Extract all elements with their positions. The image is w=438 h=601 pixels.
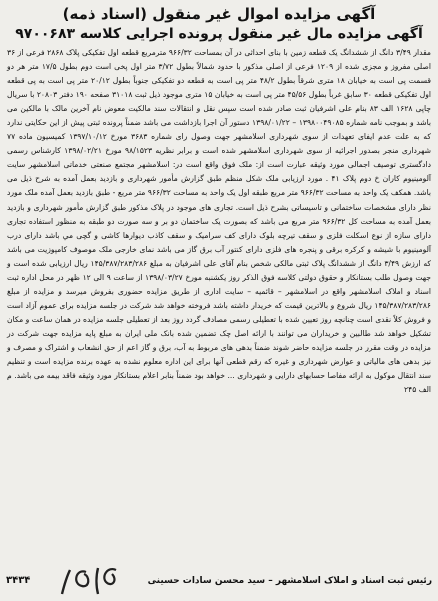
notice-code: ۳۴۳۴ — [6, 575, 31, 586]
notice-body: مقدار ۳/۴۹ دانگ از ششدانگ یک قطعه زمین با بنای احداثی در آن بمساحت ۹۶۶/۳۲ مترمربع قطعه اول تفکیکی پلاک ۲۸۶۸ فرعی از ۳۶ اصلی مفروز و مجزی شده از ۱۲۰۹ فرعی از اصلی مذکور با حدود شمالاً بطول ۳/۷۲ متر اول پخی است دوم بطول ۱۷/۵ متر هر دو قسمت پی است به خیابان ۱۸ متری شرقاً بطول ۴۸/۲ متر پی است به قطعه دو تفکیکی جنوباً بطول ۲۰/۱۲ متر پی است به پی قطعه اول تفکیکی قطعه ۳۰ سابق غرباً بطول ۴۵/۵۶ متر پی است به خیابان ۱۵ متری موجود ذیل ثبت ۳۱۰۱۸ صفحه ۱۹۰ دفتر ۲۰۸۰۳ با سریال چاپی ۱۶۲۸ الف ۸۳ بنام علی اشرفیان ثبت صادر شده است سپس نقل و انتقالات سند مالکیت معوض نام آخرین مالک با مالکین می باشد و بموجب نامه شماره ۱۳۹۸۰۰۴۹۰۸۵ – ۱۳۹۸/۰۱/۲۲ دستور آن اجرا بازداشت می باشد ضمناً پرونده ثبتی پیش از این حکایتی ندارد که به علت عدم ایفای تعهدات از سوی شهرداری اسلامشهر جهت وصول رای شماره ۳۶۸۳ مورخ ۱۳۹۷/۱۰/۱۲ کمیسیون ماده ۷۷ شهرداری منجر بصدور اجرائیه از سوی شهرداری اسلامشهر شده است و برابر نظریه ۹۸/۱۵۲۳ مورخ ۱۳۹۸/۰۲/۲۱ کارشناس رسمی دادگستری توصیف اجمالی مورد وثیقه عبارت است از: ملک فوق واقع است در: اسلامشهر مجتمع صنعتی خدماتی اسلامشهر سایت آلومینیوم کاران خ دوم پلاک ۴۱ . مورد ارزیابی ملک شکل منظم طبق گزارش مأمور شهرداری و بازدید بعمل آمده به شرح ذیل می باشد. همکف یک واحد به مساحت ۹۶۶/۳۲ متر مربع طبقه اول یک واحد به مساحت ۹۶۶/۳۲ متر مربع - طبق بازدید بعمل آمده ملک مورد نظر دارای مشخصات ساختمانی و تاسیساتی بشرح ذیل است. تجاری های موجود در پلاک مذکور طبق گزارش مأمور شهرداری و بازدید بعمل آمده به مساحت کل ۹۶۶/۳۲ متر مربع می باشد که بصورت یک ساختمان دو بر و سه صورت دو طبقه به منظور استفاده تجاری دارای سازه از نوع اسکلت فلزی و سقف تیرچه بلوک دارای کف سرامیک و سقف کاذب دیوارها کاشی و گچی مي باشد دارای درب آلومینیوم با شیشه و کرکره برقی و پنجره های فلزی دارای کنتور آب برق گاز می باشد نمای خارجی ملک موصوف کامپوزیت می باشد که ارزش ۳/۴۹ دانگ از ششدانگ پلاک ثبتی مالکی شخص بنام آقای علی اشرفیان به مبلغ ۱۴۵/۳۸۷/۲۸۳/۲۸۶ ریال ارزیابی شده است و جهت وصول طلب بستانکار و حقوق دولتی کلاسه فوق الذکر روز یکشنبه مورخ ۱۳۹۸/۰۳/۲۷ از ساعت ۹ الی ۱۲ ظهر در محل اداره ثبت اسناد و املاک اسلامشهر واقع در اسلامشهر – قائمیه – سایت اداری از طریق مزایده حضوری بفروش میرسد و مزایده از مبلغ ۱۴۵/۳۸۷/۲۸۳/۲۸۶ ریال شروع و بالاترین قیمت که خریدار داشته باشد فروخته خواهد شد شرکت در جلسه مزایده برای عموم آزاد است و فروش کلاً نقدی است چنانچه روز تعیین شده با تعطیلی رسمی مصادف گردد روز بعد از تعطیلی جلسه مزایده در همان ساعت و مکان تشکیل خواهد شد طالبین و خریداران می توانند با ارائه اصل چک تضمین شده بانک ملی ایران به مبلغ پایه مزایده جهت شرکت در مزایده در وقت مقرر در جلسه مزایده حاضر شوند ضمناً بدهی های مربوط به آب، برق و گاز اعم از حق انشعاب و اشتراک و مصرف و نیز بدهی های مالیاتی و عوارض شهرداری و غیره که رقم قطعی آنها برای این اداره معلوم نشده به عهده برنده مزایده است و تنظیم سند انتقال موکول به ارائه مفاصا حسابهای دارایی و شهرداری ... خواهد بود ضمناً بنابر اعلام بستانکار مورد وثیقه فاقد بیمه می باشد. م الف ۲۴۵ — [7, 48, 432, 395]
signature-line: رئیس ثبت اسناد و املاک اسلامشهر – سید محسن سادات حسینی — [147, 576, 432, 586]
notice-footer — [6, 562, 432, 598]
notice-subtitle: آگهی مزایده مال غیر منقول پرونده اجرایی کلاسه ۹۷۰۰۶۸۳ — [15, 26, 423, 42]
notice-title: آگهی مزایده اموال غیر منقول (اسناد ذمه) — [62, 5, 376, 23]
handwritten-mark — [46, 562, 126, 598]
